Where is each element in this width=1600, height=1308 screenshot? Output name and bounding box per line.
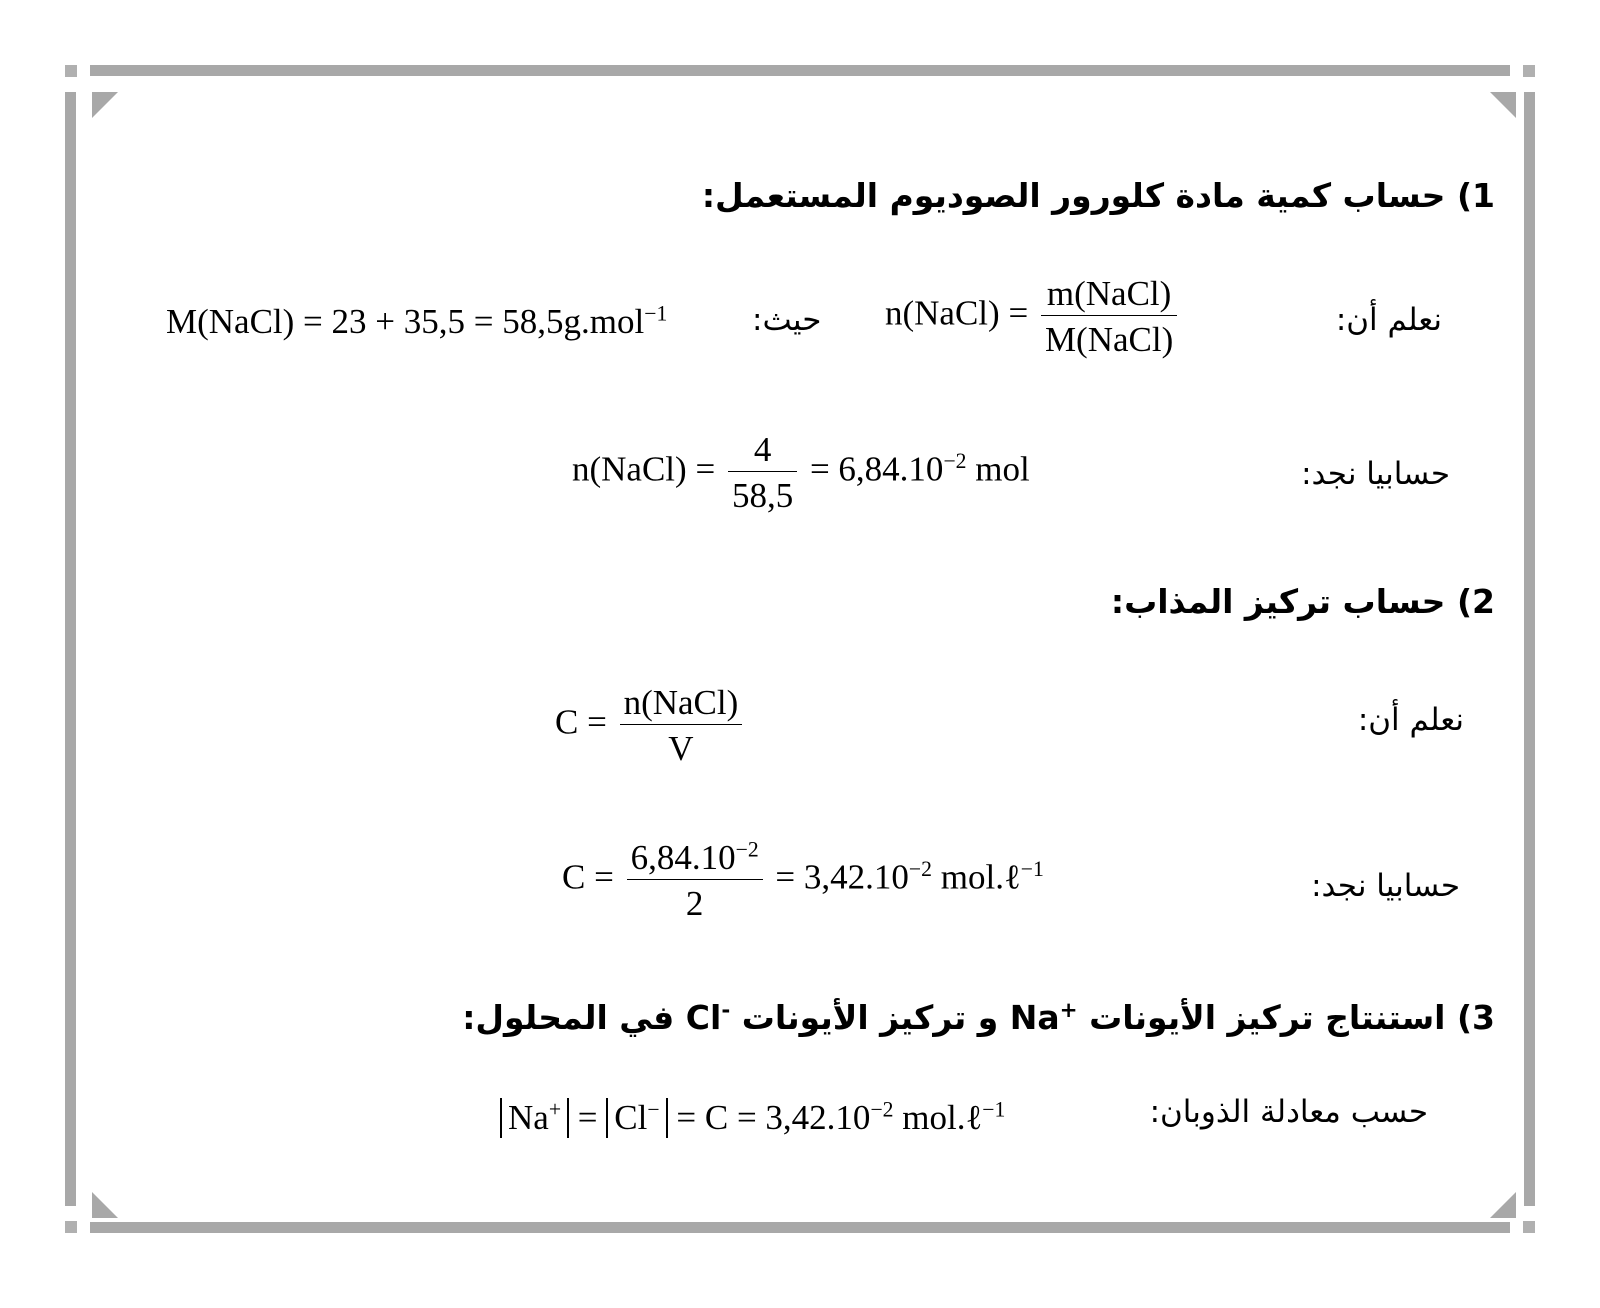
calc-unit: mol — [975, 449, 1030, 489]
section3-dissolution-label: حسب معادلة الذوبان: — [1149, 1094, 1428, 1130]
cl-concentration — [606, 1098, 667, 1138]
ion-na — [1010, 998, 1078, 1037]
calc-unit: mol.ℓ — [940, 857, 1021, 897]
calc-fraction — [728, 432, 797, 513]
section2-calc-label: حسابيا نجد: — [1311, 868, 1460, 904]
numerator-exponent: −2 — [735, 837, 759, 862]
frame-corner-bl — [65, 1221, 77, 1233]
frame-triangle-br — [1490, 1192, 1516, 1218]
frame-corner-tr — [1523, 65, 1535, 77]
calc-exponent: −2 — [908, 856, 932, 881]
eq-equals: = — [577, 1098, 598, 1137]
ion-cl — [686, 998, 730, 1037]
section1-where-label: حيث: — [752, 302, 822, 338]
calc-unit-exponent: −1 — [1020, 856, 1044, 881]
section2-formula — [555, 685, 746, 766]
numerator-base: 6,84.10 — [630, 838, 736, 877]
formula-lhs: C = — [555, 702, 607, 742]
fraction-denominator: M(NaCl) — [1044, 320, 1174, 359]
section2-known-label: نعلم أن: — [1357, 702, 1464, 738]
frame-triangle-tr — [1490, 92, 1516, 118]
formula-fraction — [620, 685, 743, 766]
molar-mass-exponent: −1 — [644, 301, 668, 326]
calc-fraction — [627, 837, 763, 923]
frame-left-bar — [65, 92, 76, 1206]
eq-result: = C = 3,42.10 — [676, 1098, 871, 1137]
fraction-numerator: m(NaCl) — [1041, 276, 1177, 316]
section2-calculation — [562, 837, 1044, 923]
frame-top-bar — [90, 65, 1510, 76]
na-concentration — [500, 1098, 569, 1138]
section2-heading: 2) حساب تركيز المذاب: — [1110, 582, 1495, 621]
eq-cl-charge: − — [647, 1097, 660, 1122]
ion-cl-symbol: Cl — [685, 998, 722, 1037]
calc-numerator: 4 — [728, 432, 797, 472]
calc-denominator: 58,5 — [731, 476, 794, 515]
fraction-numerator: n(NaCl) — [620, 685, 743, 725]
calc-denominator: 2 — [685, 884, 704, 923]
frame-triangle-bl — [92, 1192, 118, 1218]
heading-part3: في المحلول: — [462, 998, 675, 1037]
frame-triangle-tl — [92, 92, 118, 118]
heading-part1: 3) استنتاج تركيز الأيونات — [1089, 998, 1495, 1037]
section3-equation — [500, 1098, 1005, 1138]
calc-result: = 3,42.10 — [775, 857, 909, 897]
eq-unit-exponent: −1 — [982, 1097, 1006, 1122]
formula-lhs: n(NaCl) = — [885, 293, 1029, 333]
calc-exponent: −2 — [943, 448, 967, 473]
ion-na-symbol: Na — [1009, 998, 1060, 1037]
section1-calculation — [572, 432, 1030, 513]
eq-unit: mol.ℓ — [902, 1098, 983, 1137]
eq-cl-symbol: Cl — [614, 1098, 648, 1137]
ion-na-charge: + — [1059, 998, 1078, 1023]
calc-lhs: n(NaCl) = — [572, 449, 716, 489]
molar-mass-text: M(NaCl) = 23 + 35,5 = 58,5g.mol — [166, 302, 645, 341]
calc-result: = 6,84.10 — [809, 449, 944, 489]
section1-calc-label: حسابيا نجد: — [1301, 456, 1450, 492]
section1-formula — [885, 276, 1181, 357]
frame-bottom-bar — [90, 1222, 1510, 1233]
eq-na-charge: + — [548, 1097, 562, 1122]
fraction-denominator: V — [668, 729, 694, 768]
section1-known-label: نعلم أن: — [1335, 302, 1442, 338]
section1-heading: 1) حساب كمية مادة كلورور الصوديوم المستعمل: — [701, 176, 1495, 215]
calc-numerator — [627, 837, 763, 880]
eq-na-symbol: Na — [508, 1098, 549, 1137]
frame-corner-br — [1523, 1221, 1535, 1233]
molar-mass-expression — [166, 301, 668, 341]
frame-corner-tl — [65, 65, 77, 77]
section3-heading — [462, 998, 1495, 1037]
eq-exponent: −2 — [870, 1097, 894, 1122]
heading-part2: و تركيز الأيونات — [741, 998, 999, 1037]
calc-lhs: C = — [562, 857, 614, 897]
formula-fraction — [1041, 276, 1177, 357]
ion-cl-charge: - — [721, 998, 731, 1023]
frame-right-bar — [1524, 92, 1535, 1206]
